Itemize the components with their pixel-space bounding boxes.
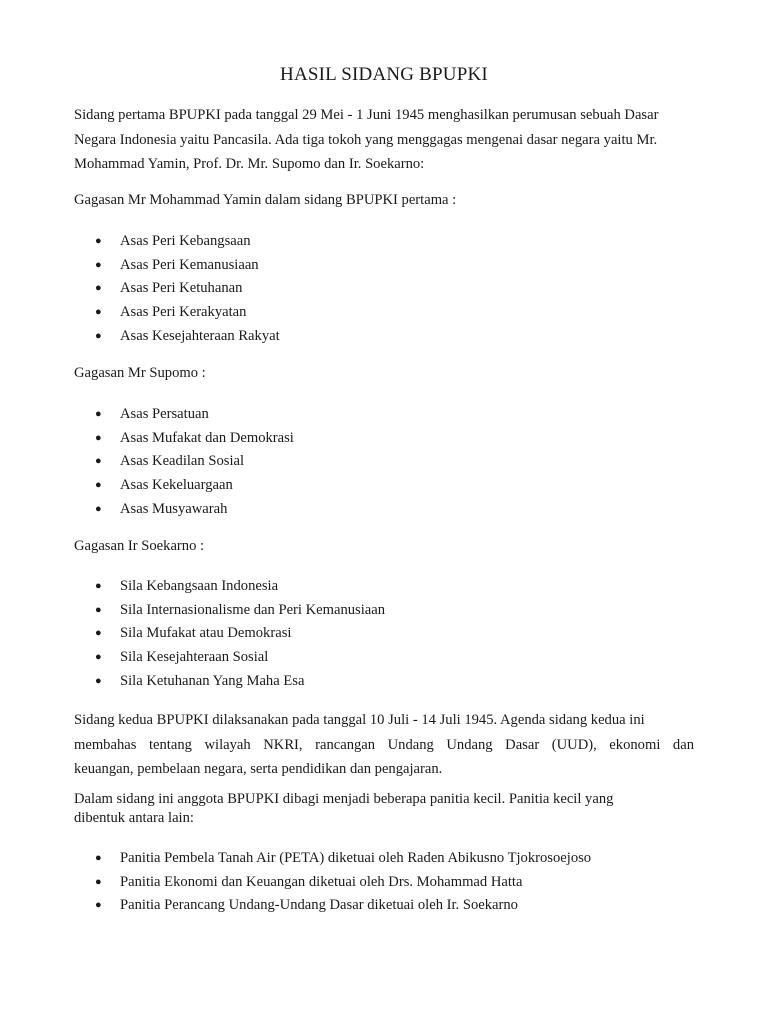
list-item: [74, 450, 294, 474]
intro-line: Negara Indonesia yaitu Pancasila. Ada tiga tokoh yang menggagas mengenai dasar negara yaitu Mr.: [74, 131, 658, 148]
yamin-heading: Gagasan Mr Mohammad Yamin dalam sidang BPUPKI pertama :: [74, 192, 457, 208]
list-item: [74, 847, 591, 871]
list-item: [74, 575, 385, 599]
soekarno-list: [74, 575, 385, 693]
committees-paragraph: [74, 790, 694, 828]
list-item: [74, 230, 280, 254]
bullet-icon: ●: [95, 674, 102, 687]
list-item-text: Sila Kebangsaan Indonesia: [120, 578, 279, 594]
list-item-text: Panitia Ekonomi dan Keuangan diketuai oleh Drs. Mohammad Hatta: [120, 873, 523, 890]
list-item: [74, 894, 591, 918]
bullet-icon: ●: [95, 258, 102, 271]
list-item-text: Asas Kesejahteraan Rakyat: [120, 327, 280, 344]
bullet-icon: ●: [95, 306, 102, 319]
document-title: HASIL SIDANG BPUPKI: [280, 64, 488, 85]
list-item-text: Asas Persatuan: [120, 406, 209, 422]
list-item: [74, 670, 385, 694]
list-item: [74, 871, 591, 895]
yamin-list: [74, 230, 280, 348]
second-session-line: keuangan, pembelaan negara, serta pendidikan dan pengajaran.: [74, 761, 443, 777]
bullet-icon: ●: [95, 431, 102, 444]
bullet-icon: ●: [95, 408, 102, 420]
list-item-text: Asas Peri Kebangsaan: [120, 233, 251, 249]
bullet-icon: ●: [95, 479, 102, 492]
list-item-text: Asas Peri Kemanusiaan: [120, 256, 259, 273]
list-item: [74, 254, 280, 278]
supomo-heading: Gagasan Mr Supomo :: [74, 365, 206, 381]
list-item-text: Asas Kekeluargaan: [120, 477, 233, 494]
list-item: [74, 498, 294, 522]
list-item-text: Asas Keadilan Sosial: [120, 453, 245, 470]
list-item-text: Sila Kesejahteraan Sosial: [120, 649, 269, 666]
supomo-list: [74, 403, 294, 521]
list-item: [74, 622, 385, 646]
committees-line: dibentuk antara lain:: [74, 810, 194, 826]
list-item: [74, 474, 294, 498]
intro-line: Sidang pertama BPUPKI pada tanggal 29 Mei - 1 Juni 1945 menghasilkan perumusan sebuah Dasar: [74, 107, 659, 123]
bullet-icon: ●: [95, 603, 102, 616]
list-item: [74, 301, 280, 325]
list-item: [74, 646, 385, 670]
list-item: [74, 403, 294, 427]
bullet-icon: ●: [95, 875, 102, 888]
list-item-text: Asas Mufakat dan Demokrasi: [120, 429, 294, 446]
second-session-line: Sidang kedua BPUPKI dilaksanakan pada tanggal 10 Juli - 14 Juli 1945. Agenda sidang kedua ini: [74, 712, 645, 728]
soekarno-heading: Gagasan Ir Soekarno :: [74, 538, 205, 554]
list-item-text: Asas Musyawarah: [120, 500, 228, 517]
intro-paragraph: [74, 103, 694, 177]
list-item: [74, 599, 385, 623]
intro-line: Mohammad Yamin, Prof. Dr. Mr. Supomo dan Ir. Soekarno:: [74, 156, 425, 172]
list-item-text: Sila Ketuhanan Yang Maha Esa: [120, 672, 305, 689]
bullet-icon: ●: [95, 502, 102, 515]
list-item-text: Asas Peri Kerakyatan: [120, 304, 247, 321]
bullet-icon: ●: [95, 627, 102, 640]
list-item-text: Sila Mufakat atau Demokrasi: [120, 625, 292, 642]
second-session-paragraph: [74, 708, 694, 782]
bullet-icon: ●: [95, 329, 102, 342]
list-item-text: Panitia Perancang Undang-Undang Dasar diketuai oleh Ir. Soekarno: [120, 897, 518, 914]
list-item-text: Panitia Pembela Tanah Air (PETA) diketuai oleh Raden Abikusno Tjokrosoejoso: [120, 850, 592, 866]
list-item-text: Asas Peri Ketuhanan: [120, 280, 243, 297]
bullet-icon: ●: [95, 235, 102, 247]
bullet-icon: ●: [95, 852, 102, 864]
list-item: [74, 325, 280, 349]
list-item: [74, 427, 294, 451]
committees-line: Dalam sidang ini anggota BPUPKI dibagi menjadi beberapa panitia kecil. Panitia kecil yang: [74, 791, 614, 807]
bullet-icon: ●: [95, 282, 102, 295]
bullet-icon: ●: [95, 899, 102, 912]
list-item-text: Sila Internasionalisme dan Peri Kemanusiaan: [120, 601, 386, 618]
bullet-icon: ●: [95, 580, 102, 592]
list-item: [74, 277, 280, 301]
bullet-icon: ●: [95, 455, 102, 468]
bullet-icon: ●: [95, 651, 102, 664]
second-session-line: membahas tentang wilayah NKRI, rancangan Undang Undang Dasar (UUD), ekonomi dan: [74, 736, 694, 753]
committees-list: [74, 847, 591, 918]
